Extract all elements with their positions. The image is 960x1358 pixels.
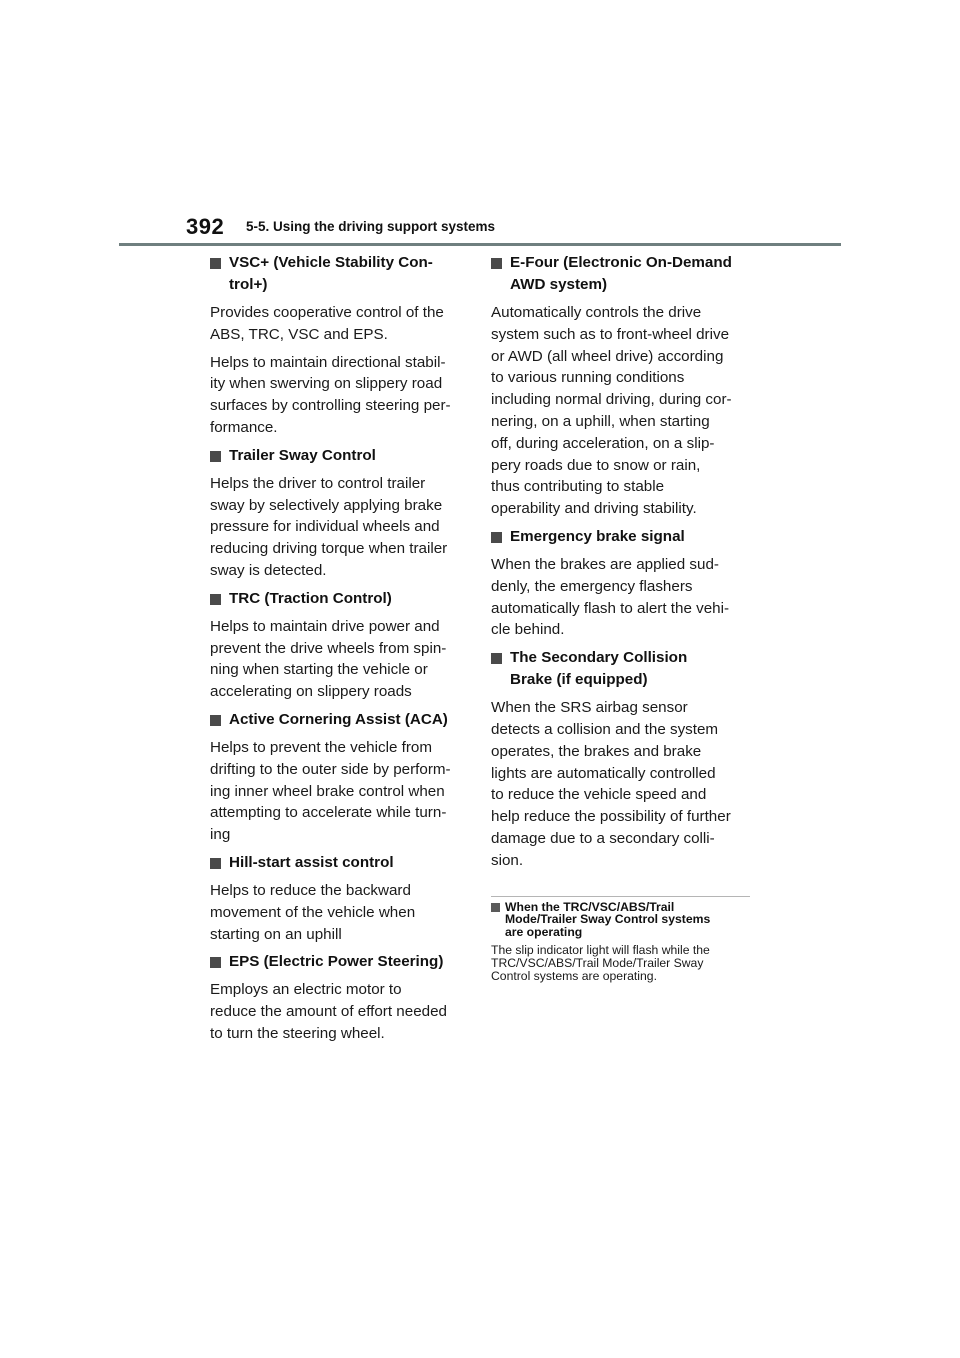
text-line: TRC (Traction Control) [229, 589, 392, 607]
text-line: VSC+ (Vehicle Stability Con- [229, 254, 433, 271]
text-line: trol+) [229, 276, 268, 293]
feature-entry [491, 526, 750, 641]
square-bullet-icon [210, 451, 221, 462]
text-line: pery roads due to snow or rain, [491, 456, 701, 474]
text-line: automatically flash to alert the vehi- [491, 599, 730, 617]
text-line: starting on an uphill [210, 925, 342, 943]
feature-description [491, 302, 750, 520]
text-line: to turn the steering wheel. [210, 1024, 385, 1042]
text-line: ABS, TRC, VSC and EPS. [210, 325, 388, 343]
square-bullet-icon [210, 858, 221, 869]
text-line: ing [210, 826, 231, 844]
text-line: help reduce the possibility of further [491, 808, 731, 826]
text-line: The slip indicator light will flash while the [491, 943, 710, 958]
square-bullet-icon [491, 903, 500, 912]
text-line: are operating [505, 924, 583, 939]
feature-entry [210, 709, 465, 846]
feature-description [210, 302, 465, 346]
feature-heading [491, 252, 750, 296]
feature-description [210, 880, 465, 945]
feature-heading [210, 709, 465, 731]
text-line: ity when swerving on slippery road [210, 375, 443, 393]
text-line: off, during acceleration, on a slip- [491, 434, 715, 452]
section-title: 5-5. Using the driving support systems [246, 219, 496, 234]
text-line: Active Cornering Assist (ACA) [229, 710, 448, 728]
text-line: The Secondary Collision [510, 649, 688, 667]
text-line: detects a collision and the system [491, 720, 719, 738]
note-heading [491, 901, 750, 939]
text-line: Emergency brake signal [510, 527, 685, 545]
text-line: TRC/VSC/ABS/Trail Mode/Trailer Sway [491, 955, 704, 970]
feature-heading [210, 588, 465, 610]
text-line: nering, on a uphill, when starting [491, 412, 710, 430]
text-line: sway by selectively applying brake [210, 496, 443, 514]
text-line: Control systems are operating. [491, 968, 657, 983]
text-line: prevent the drive wheels from spin- [210, 639, 447, 657]
feature-entry [210, 852, 465, 945]
feature-description [210, 473, 465, 582]
text-line: When the SRS airbag sensor [491, 699, 688, 717]
feature-description [210, 616, 465, 703]
text-line: Mode/Trailer Sway Control systems [505, 912, 711, 927]
feature-heading [491, 647, 750, 691]
text-line: sion. [491, 851, 524, 869]
feature-entry [210, 252, 465, 439]
text-line: including normal driving, during cor- [491, 391, 732, 409]
square-bullet-icon [491, 532, 502, 543]
text-line: EPS (Electric Power Steering) [229, 953, 444, 971]
text-line: reducing driving torque when trailer [210, 540, 448, 558]
text-line: Hill-start assist control [229, 853, 394, 871]
text-line: attempting to accelerate while turn- [210, 804, 447, 822]
text-line: Helps to prevent the vehicle from [210, 738, 433, 756]
text-line: denly, the emergency flashers [491, 577, 693, 595]
feature-entry [210, 588, 465, 703]
page-number: 392 [186, 214, 225, 239]
feature-description [210, 737, 465, 846]
text-line: Provides cooperative control of the [210, 304, 444, 321]
text-line: cle behind. [491, 621, 565, 639]
text-line: operates, the brakes and brake [491, 742, 702, 760]
feature-entry [210, 951, 465, 1044]
text-line: damage due to a secondary colli- [491, 829, 715, 847]
feature-description [210, 979, 465, 1044]
text-line: AWD system) [510, 276, 608, 293]
square-bullet-icon [210, 715, 221, 726]
square-bullet-icon [491, 258, 502, 269]
text-line: reduce the amount of effort needed [210, 1003, 447, 1021]
text-line: Helps the driver to control trailer [210, 474, 426, 492]
feature-entry [491, 647, 750, 871]
text-line: ning when starting the vehicle or [210, 661, 428, 679]
feature-heading [210, 445, 465, 467]
feature-heading [210, 951, 465, 973]
text-line: When the brakes are applied sud- [491, 555, 719, 573]
note-body [491, 944, 750, 982]
feature-entry [491, 252, 750, 520]
text-line: Automatically controls the drive [491, 304, 702, 321]
text-line: Brake (if equipped) [510, 671, 648, 689]
feature-heading [210, 252, 465, 296]
text-line: Helps to maintain directional stabil- [210, 353, 446, 371]
feature-description [491, 697, 750, 871]
text-line: movement of the vehicle when [210, 903, 416, 921]
text-line: or AWD (all wheel drive) according [491, 347, 724, 365]
text-line: to various running conditions [491, 369, 685, 387]
text-line: to reduce the vehicle speed and [491, 786, 707, 804]
left-column [210, 252, 465, 1051]
text-line: system such as to front-wheel drive [491, 325, 730, 343]
text-line: sway is detected. [210, 561, 327, 579]
text-line: drifting to the outer side by perform- [210, 760, 451, 778]
text-line: thus contributing to stable [491, 478, 665, 496]
feature-heading [491, 526, 750, 548]
text-line: When the TRC/VSC/ABS/Trail [505, 899, 675, 914]
text-line: formance. [210, 418, 278, 436]
right-column [491, 252, 750, 982]
text-line: operability and driving stability. [491, 500, 697, 518]
text-line: lights are automatically controlled [491, 764, 716, 782]
feature-entry [210, 445, 465, 582]
text-line: accelerating on slippery roads [210, 683, 412, 701]
square-bullet-icon [210, 594, 221, 605]
text-line: Helps to reduce the backward [210, 881, 411, 899]
text-line: surfaces by controlling steering per- [210, 397, 451, 415]
header-rule [119, 243, 841, 246]
square-bullet-icon [210, 957, 221, 968]
text-line: pressure for individual wheels and [210, 518, 440, 536]
feature-description [210, 352, 465, 439]
feature-heading [210, 852, 465, 874]
text-line: Trailer Sway Control [229, 446, 376, 464]
text-line: Helps to maintain drive power and [210, 617, 440, 635]
square-bullet-icon [210, 258, 221, 269]
text-line: Employs an electric motor to [210, 981, 402, 999]
text-line: ing inner wheel brake control when [210, 782, 445, 800]
text-line: E-Four (Electronic On-Demand [510, 254, 732, 271]
note-box [491, 896, 750, 983]
feature-description [491, 554, 750, 641]
square-bullet-icon [491, 653, 502, 664]
